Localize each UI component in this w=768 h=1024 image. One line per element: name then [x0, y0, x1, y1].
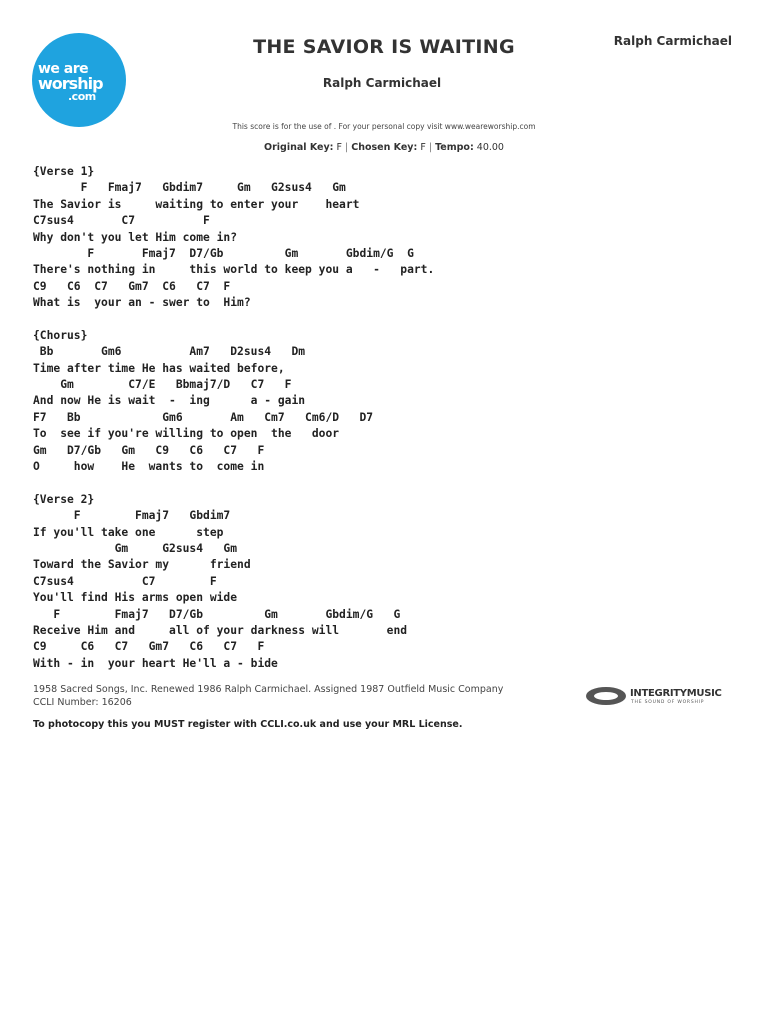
sheet-line: Why don't you let Him come in?: [33, 230, 238, 244]
sheet-line: C7sus4 C7 F: [33, 214, 210, 228]
chord-sheet: [33, 164, 753, 672]
sheet-line: Receive Him and all of your darkness will end: [33, 623, 408, 637]
mrl-notice: To photocopy this you MUST register with CCLI.co.uk and use your MRL License.: [33, 719, 463, 730]
sheet-line: What is your an - swer to Him?: [33, 296, 251, 310]
sheet-line: The Savior is waiting to enter your heart: [33, 197, 360, 211]
chosen-key-label: Chosen Key:: [351, 142, 418, 153]
copyright-text: 1958 Sacred Songs, Inc. Renewed 1986 Ralph Carmichael. Assigned 1987 Outfield Music Company: [33, 684, 504, 695]
sheet-line: Time after time He has waited before,: [33, 361, 285, 375]
tempo-label: Tempo:: [435, 142, 474, 153]
sheet-line: F7 Bb Gm6 Am Cm7 Cm6/D D7: [33, 410, 374, 424]
sheet-line: C7sus4 C7 F: [33, 574, 217, 588]
sheet-line: You'll find His arms open wide: [33, 591, 238, 605]
sheet-line: F Fmaj7 D7/Gb Gm Gbdim/G G: [33, 607, 401, 621]
usage-notice: This score is for the use of . For your personal copy visit www.weareworship.com: [232, 122, 536, 131]
sheet-line: To see if you're willing to open the door: [33, 427, 340, 441]
separator: |: [428, 142, 433, 153]
sheet-line: With - in your heart He'll a - bide: [33, 656, 278, 670]
top-author: Ralph Carmichael: [613, 34, 732, 48]
key-info: [0, 142, 768, 153]
sheet-line: Gm G2sus4 Gm: [33, 541, 238, 555]
ccli-number: CCLI Number: 16206: [33, 697, 132, 708]
sheet-line: {Verse 2}: [33, 492, 95, 506]
integrity-brand: INTEGRITYMUSIC: [630, 688, 722, 699]
sheet-line: Toward the Savior my friend: [33, 558, 251, 572]
sheet-line: C9 C6 C7 Gm7 C6 C7 F: [33, 279, 231, 293]
sheet-line: [33, 475, 753, 491]
sheet-line: {Verse 1}: [33, 165, 95, 178]
sheet-line: F Fmaj7 D7/Gb Gm Gbdim/G G: [33, 246, 414, 260]
logo-text-we-are: we are: [38, 61, 89, 77]
integrity-ring-icon: [586, 687, 626, 705]
integrity-tagline: THE SOUND OF WORSHIP: [631, 700, 705, 705]
original-key-value: F: [336, 142, 342, 153]
sheet-line: Gm C7/E Bbmaj7/D C7 F: [33, 378, 292, 392]
sheet-line: And now He is wait - ing a - gain: [33, 394, 306, 408]
sheet-line: F Fmaj7 Gbdim7 Gm G2sus4 Gm: [33, 181, 346, 195]
integrity-music-logo: [586, 685, 736, 709]
logo-text-worship: worship: [38, 74, 103, 93]
sheet-line: [33, 312, 753, 328]
sub-author: Ralph Carmichael: [322, 76, 442, 90]
sheet-line: O how He wants to come in: [33, 460, 265, 474]
song-title: THE SAVIOR IS WAITING: [253, 36, 515, 58]
tempo-value: 40.00: [476, 142, 504, 153]
chosen-key-value: F: [420, 142, 426, 153]
original-key-label: Original Key:: [264, 142, 334, 153]
copyright-footer: [33, 683, 503, 709]
logo-text-com: .com: [68, 90, 96, 103]
separator: |: [345, 142, 349, 153]
sheet-line: F Fmaj7 Gbdim7: [33, 509, 231, 523]
sheet-line: There's nothing in this world to keep you a - part.: [33, 263, 435, 277]
sheet-line: {Chorus}: [33, 328, 88, 342]
sheet-line: Bb Gm6 Am7 D2sus4 Dm: [33, 345, 306, 359]
sheet-line: Gm D7/Gb Gm C9 C6 C7 F: [33, 443, 265, 457]
sheet-line: C9 C6 C7 Gm7 C6 C7 F: [33, 640, 265, 654]
sheet-line: If you'll take one step: [33, 525, 224, 539]
